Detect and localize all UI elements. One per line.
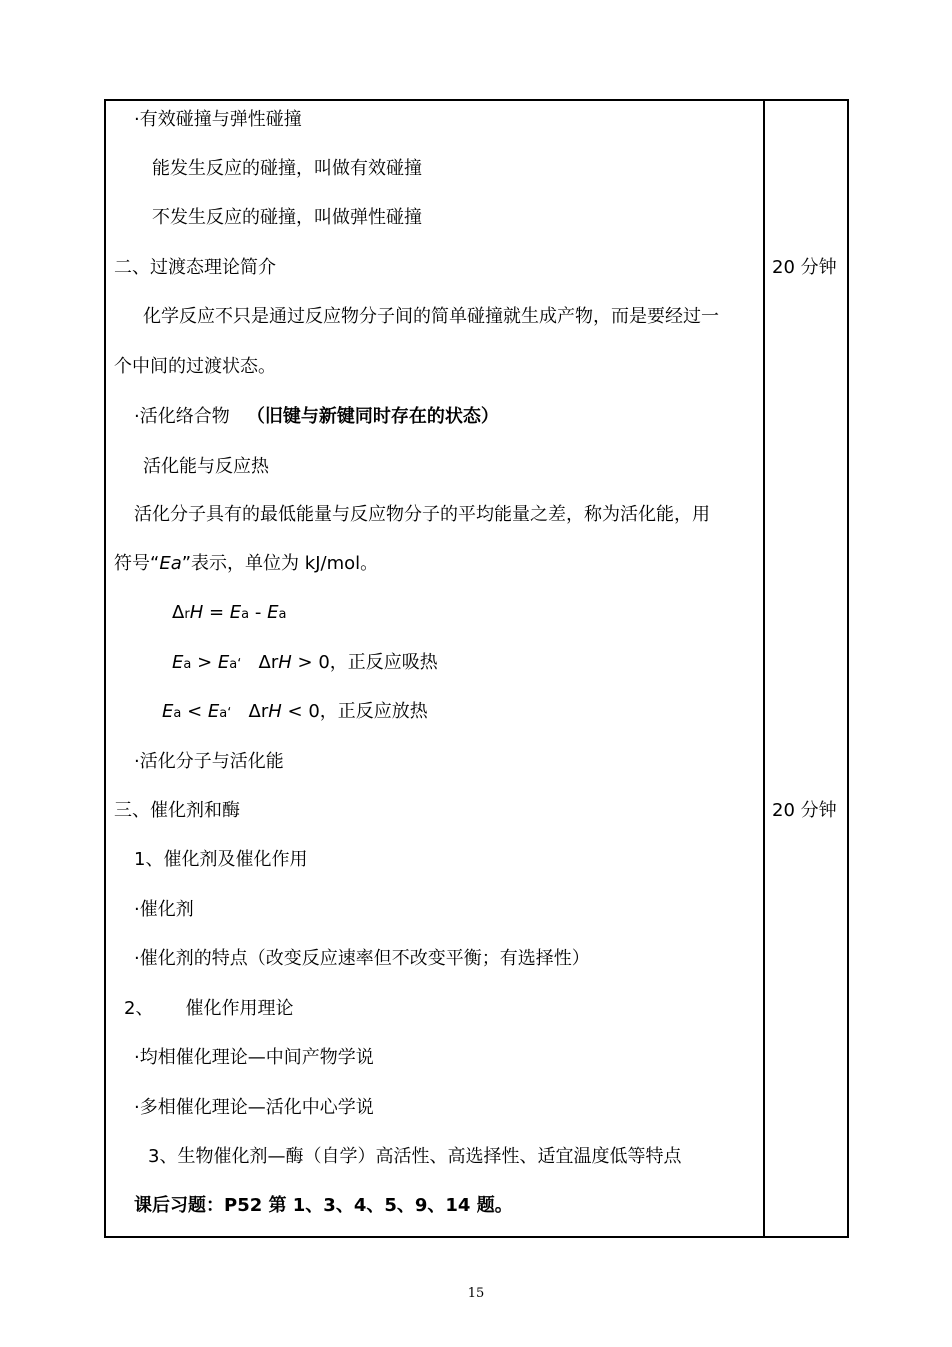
- energy-symbol: E: [217, 652, 230, 673]
- endothermic-conclusion: > 0，正反应吸热: [291, 652, 438, 673]
- catalyst-item: ·催化剂: [134, 899, 194, 920]
- delta-r-symbol: Δr: [258, 652, 279, 673]
- heterogeneous-catalysis-theory: ·多相催化理论—活化中心学说: [134, 1097, 374, 1118]
- activation-energy-definition-1: 活化分子具有的最低能量与反应物分子的平均能量之差，称为活化能，用: [134, 504, 710, 525]
- item-number: 2、: [124, 998, 154, 1019]
- delta-symbol: Δ: [172, 602, 185, 623]
- equals-sign: =: [203, 602, 230, 623]
- enthalpy-symbol: H: [189, 602, 204, 623]
- item-title: 催化作用理论: [185, 998, 294, 1019]
- elastic-collision-text: 不发生反应的碰撞，叫做弹性碰撞: [152, 207, 422, 228]
- lesson-table: [104, 99, 849, 1238]
- energy-symbol: E: [172, 652, 184, 673]
- section-heading-transition-state: 二、过渡态理论简介: [114, 257, 276, 278]
- equation-exothermic: [162, 701, 428, 725]
- activated-complex-line: [134, 406, 499, 428]
- page-number: 15: [467, 1286, 485, 1301]
- catalyst-features: ·催化剂的特点（改变反应速率但不改变平衡；有选择性）: [134, 948, 590, 969]
- time-allocation-2: 20 分钟: [772, 800, 837, 821]
- prime-mark: ‘: [237, 657, 242, 672]
- subscript-a: a: [219, 706, 228, 721]
- unit-text: ”表示，单位为 kJ/mol。: [181, 553, 379, 574]
- enzyme-item: 3、生物催化剂—酶（自学）高活性、高选择性、适宜温度低等特点: [148, 1146, 682, 1167]
- column-divider: [763, 101, 765, 1236]
- ea-symbol: Ea: [159, 553, 182, 574]
- comparison-sign: <: [181, 701, 208, 722]
- delta-r-symbol: Δr: [248, 701, 269, 722]
- catalysis-theory-heading: [124, 998, 293, 1020]
- effective-collision-text: 能发生反应的碰撞，叫做有效碰撞: [152, 158, 422, 179]
- catalysis-subheading: 1、催化剂及催化作用: [134, 849, 308, 870]
- subscript-a: a: [173, 706, 182, 721]
- time-allocation-1: 20 分钟: [772, 257, 837, 278]
- section-heading-catalysts: 三、催化剂和酶: [114, 800, 240, 821]
- subscript-a: a: [278, 607, 287, 622]
- equation-enthalpy: [172, 602, 286, 626]
- subscript-r: r: [184, 607, 190, 622]
- subscript-a: a: [183, 657, 192, 672]
- minus-sign: -: [249, 602, 268, 623]
- activation-energy-heading: 活化能与反应热: [143, 456, 269, 477]
- energy-symbol: E: [267, 602, 279, 623]
- homogeneous-catalysis-theory: ·均相催化理论—中间产物学说: [134, 1047, 374, 1068]
- prime-mark: ‘: [227, 706, 232, 721]
- subscript-a: a: [241, 607, 250, 622]
- symbol-intro: 符号“: [114, 553, 160, 574]
- energy-symbol: E: [162, 701, 174, 722]
- energy-symbol: E: [229, 602, 242, 623]
- exothermic-conclusion: < 0，正反应放热: [281, 701, 428, 722]
- activated-complex-label: ·活化络合物: [134, 406, 230, 427]
- comparison-sign: >: [191, 652, 218, 673]
- subscript-a: a: [229, 657, 238, 672]
- effective-collision-heading: ·有效碰撞与弹性碰撞: [134, 109, 302, 130]
- transition-state-paragraph-2: 个中间的过渡状态。: [114, 356, 276, 377]
- enthalpy-symbol: H: [268, 701, 282, 722]
- activated-molecules-heading: ·活化分子与活化能: [134, 751, 284, 772]
- energy-symbol: E: [207, 701, 220, 722]
- activation-energy-definition-2: [114, 553, 378, 575]
- transition-state-paragraph-1: 化学反应不只是通过反应物分子间的简单碰撞就生成产物，而是要经过一: [143, 306, 719, 327]
- enthalpy-symbol: H: [278, 652, 292, 673]
- activated-complex-note: （旧键与新键同时存在的状态）: [246, 406, 499, 427]
- homework-assignment: 课后习题：P52 第 1、3、4、5、9、14 题。: [134, 1195, 513, 1216]
- equation-endothermic: [172, 652, 438, 676]
